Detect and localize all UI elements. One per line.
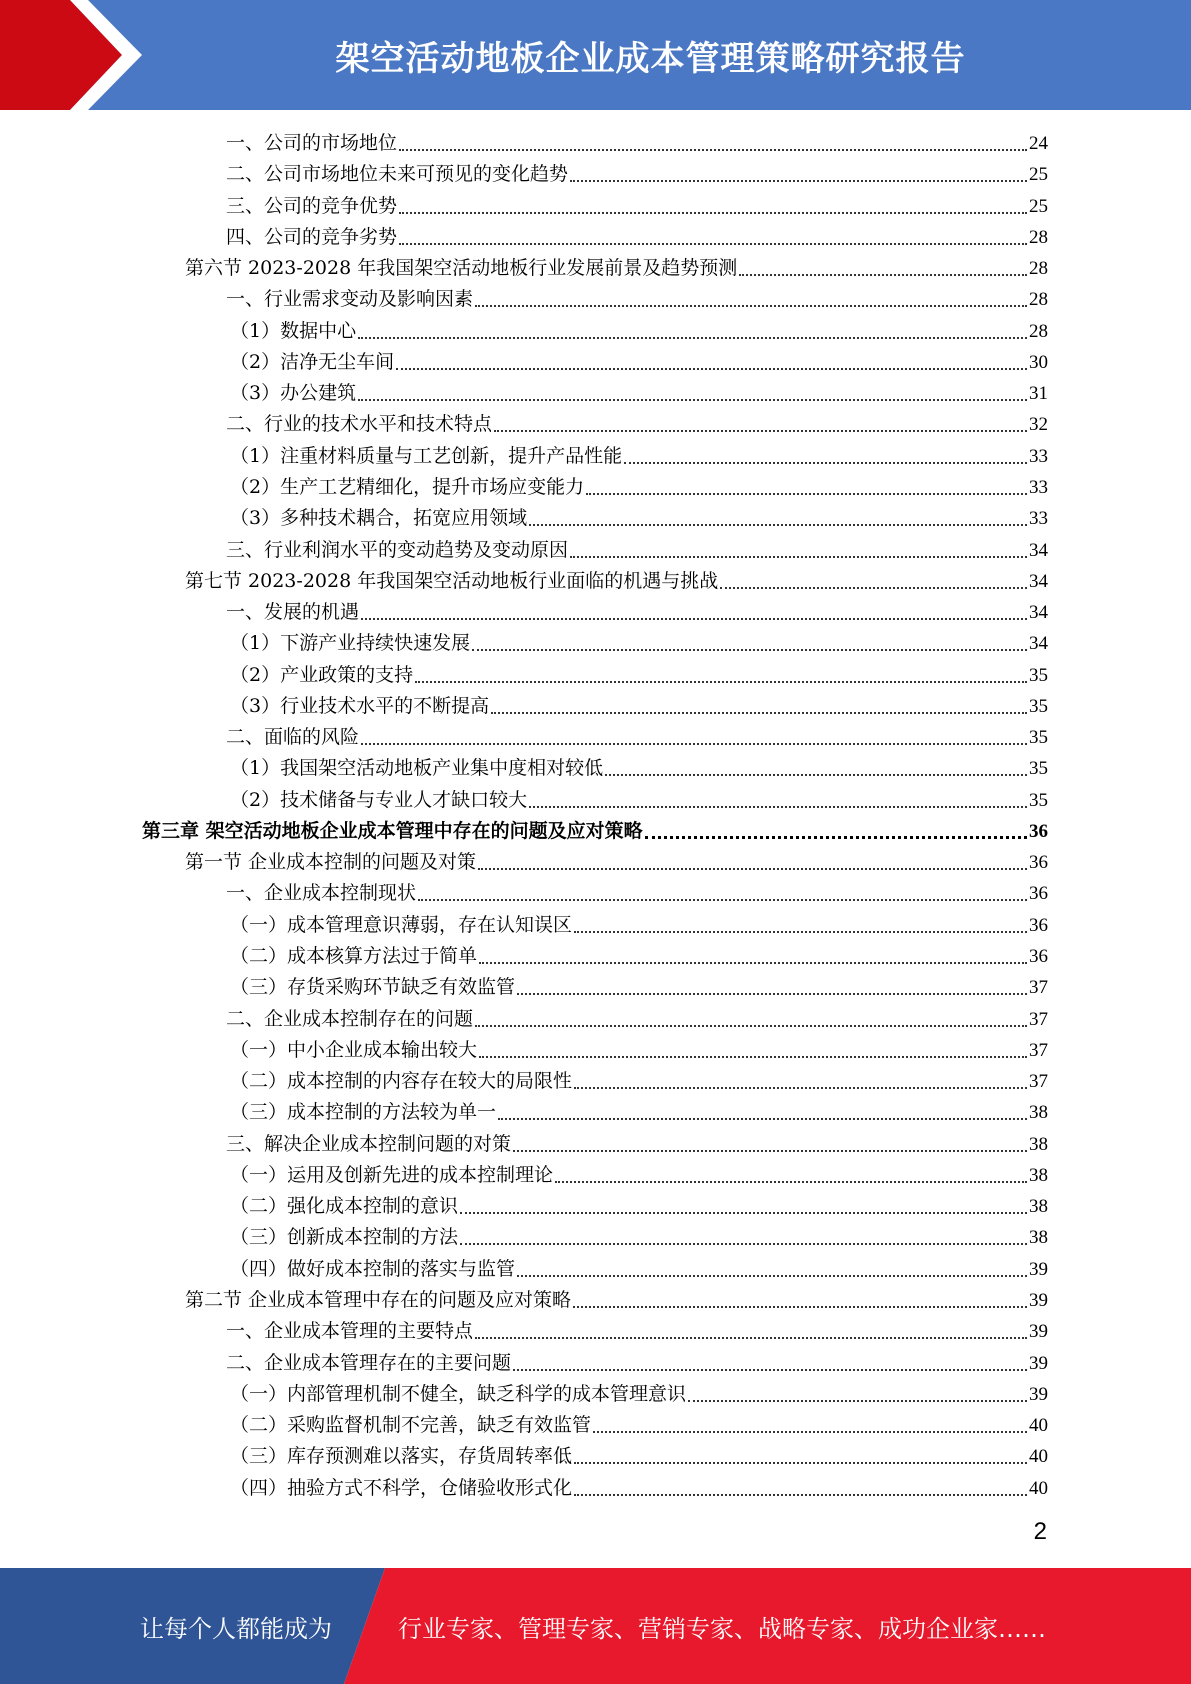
toc-entry-title: （三）创新成本控制的方法 <box>230 1226 459 1249</box>
toc-entry-page: 38 <box>1029 1164 1048 1186</box>
toc-entry-page: 34 <box>1029 633 1048 655</box>
toc-entry-title: 一、公司的市场地位 <box>226 132 398 154</box>
toc-entry[interactable] <box>226 597 1048 628</box>
toc-leader-dots <box>529 524 1027 526</box>
toc-entry-title: 第七节 2023-2028 年我国架空活动地板行业面临的机遇与挑战 <box>185 569 719 592</box>
toc-entry-title: 第三章 架空活动地板企业成本管理中存在的问题及应对策略 <box>142 819 643 842</box>
toc-entry-title: 第二节 企业成本管理中存在的问题及应对策略 <box>185 1288 572 1311</box>
toc-entry[interactable] <box>226 159 1048 190</box>
toc-entry-page: 35 <box>1029 727 1048 749</box>
toc-entry-page: 39 <box>1029 1321 1048 1343</box>
header-arrow-decoration <box>0 0 150 110</box>
toc-entry[interactable] <box>230 753 1048 784</box>
toc-entry-page: 39 <box>1029 1289 1048 1311</box>
toc-entry[interactable] <box>230 1254 1048 1285</box>
toc-entry[interactable] <box>230 316 1048 347</box>
toc-entry-page: 34 <box>1029 539 1048 561</box>
toc-leader-dots <box>513 1369 1027 1371</box>
toc-entry-title: （二）成本核算方法过于简单 <box>230 945 478 968</box>
toc-entry[interactable] <box>230 1097 1048 1128</box>
toc-entry-title: （二）成本控制的内容存在较大的局限性 <box>230 1070 573 1093</box>
toc-entry-page: 36 <box>1029 946 1048 968</box>
toc-entry-page: 36 <box>1029 820 1048 842</box>
toc-leader-dots <box>720 587 1027 589</box>
toc-entry[interactable] <box>226 1004 1048 1035</box>
toc-entry-title: （2）生产工艺精细化，提升市场应变能力 <box>230 475 585 498</box>
toc-entry[interactable] <box>226 1316 1048 1347</box>
toc-entry[interactable] <box>226 409 1048 440</box>
toc-entry-page: 35 <box>1029 664 1048 686</box>
toc-entry-page: 40 <box>1029 1415 1048 1437</box>
toc-entry-page: 25 <box>1029 164 1048 186</box>
toc-entry-page: 39 <box>1029 1383 1048 1405</box>
toc-entry[interactable] <box>226 535 1048 566</box>
toc-entry[interactable] <box>230 972 1048 1003</box>
toc-entry-title: （1）数据中心 <box>230 319 357 342</box>
toc-entry-page: 36 <box>1029 883 1048 905</box>
toc-entry-title: 一、企业成本控制现状 <box>226 882 417 905</box>
toc-entry-title: （1）我国架空活动地板产业集中度相对较低 <box>230 757 604 780</box>
toc-leader-dots <box>478 868 1027 870</box>
toc-entry-title: （2）技术储备与专业人才缺口较大 <box>230 788 528 811</box>
toc-entry-page: 31 <box>1029 383 1048 405</box>
toc-leader-dots <box>498 1118 1027 1120</box>
page-number: 2 <box>1033 1518 1047 1545</box>
toc-entry-title: （三）库存预测难以落实，存货周转率低 <box>230 1445 573 1468</box>
toc-leader-dots <box>739 274 1027 276</box>
toc-entry-page: 30 <box>1029 351 1048 373</box>
toc-entry-page: 38 <box>1029 1102 1048 1124</box>
toc-entry-title: 四、公司的竞争劣势 <box>226 225 398 248</box>
toc-entry[interactable] <box>185 253 1048 284</box>
footer-slogan-right: 行业专家、管理专家、营销专家、战略专家、成功企业家…… <box>398 1614 1046 1643</box>
toc-entry[interactable] <box>230 1379 1048 1410</box>
toc-leader-dots <box>460 1243 1027 1245</box>
toc-leader-dots <box>555 1181 1027 1183</box>
toc-entry-title: （2）洁净无尘车间 <box>230 350 395 373</box>
toc-leader-dots <box>624 462 1027 464</box>
toc-leader-dots <box>688 1400 1027 1402</box>
toc-entry-page: 25 <box>1029 195 1048 217</box>
toc-entry-page: 35 <box>1029 695 1048 717</box>
toc-entry-title: （3）多种技术耦合，拓宽应用领域 <box>230 507 528 530</box>
toc-entry-page: 37 <box>1029 1071 1048 1093</box>
toc-entry-page: 28 <box>1029 258 1048 280</box>
toc-entry-page: 32 <box>1029 414 1048 436</box>
toc-leader-dots <box>475 1337 1027 1339</box>
toc-entry[interactable] <box>226 284 1048 315</box>
toc-entry[interactable] <box>226 878 1048 909</box>
toc-entry-title: （2）产业政策的支持 <box>230 663 414 686</box>
toc-entry[interactable] <box>185 566 1048 597</box>
toc-entry-title: （二）强化成本控制的意识 <box>230 1195 459 1218</box>
toc-leader-dots <box>479 1056 1027 1058</box>
toc-entry-title: 一、行业需求变动及影响因素 <box>226 288 474 311</box>
toc-entry-page: 33 <box>1029 508 1048 530</box>
toc-entry[interactable] <box>230 1222 1048 1253</box>
toc-entry[interactable] <box>230 1035 1048 1066</box>
toc-entry-page: 33 <box>1029 476 1048 498</box>
toc-entry-title: （1）下游产业持续快速发展 <box>230 632 471 655</box>
toc-leader-dots <box>491 712 1027 714</box>
toc-entry-page: 37 <box>1029 977 1048 999</box>
toc-entry-title: （二）采购监督机制不完善，缺乏有效监管 <box>230 1414 592 1437</box>
toc-leader-dots <box>517 1275 1027 1277</box>
toc-leader-dots <box>361 743 1027 745</box>
toc-entry[interactable] <box>226 191 1048 222</box>
toc-entry[interactable] <box>230 660 1048 691</box>
toc-leader-dots <box>418 899 1027 901</box>
toc-entry-title: （一）运用及创新先进的成本控制理论 <box>230 1163 554 1186</box>
toc-entry-title: 二、行业的技术水平和技术特点 <box>226 413 493 436</box>
toc-entry[interactable] <box>226 222 1048 253</box>
toc-entry-page: 36 <box>1029 914 1048 936</box>
toc-leader-dots <box>513 1150 1027 1152</box>
toc-leader-dots <box>475 305 1027 307</box>
toc-leader-dots <box>517 993 1027 995</box>
toc-entry-page: 33 <box>1029 445 1048 467</box>
toc-entry-page: 28 <box>1029 289 1048 311</box>
toc-entry[interactable] <box>226 1129 1048 1160</box>
toc-leader-dots <box>570 180 1027 182</box>
toc-entry-page: 36 <box>1029 852 1048 874</box>
toc-entry[interactable] <box>226 1348 1048 1379</box>
toc-entry[interactable] <box>230 628 1048 659</box>
toc-leader-dots <box>361 618 1027 620</box>
toc-leader-dots <box>475 1025 1027 1027</box>
toc-entry[interactable] <box>230 910 1048 941</box>
toc-entry-title: 二、企业成本管理存在的主要问题 <box>226 1351 512 1374</box>
toc-leader-dots <box>479 962 1027 964</box>
toc-leader-dots <box>574 931 1027 933</box>
toc-entry-title: 二、面临的风险 <box>226 726 360 749</box>
toc-entry-page: 39 <box>1029 1258 1048 1280</box>
toc-entry-title: 一、发展的机遇 <box>226 601 360 624</box>
toc-entry[interactable] <box>230 941 1048 972</box>
toc-leader-dots <box>573 1306 1027 1308</box>
toc-entry[interactable] <box>230 1441 1048 1472</box>
toc-leader-dots <box>574 1494 1027 1496</box>
toc-leader-dots <box>399 243 1027 245</box>
toc-entry-title: （四）抽验方式不科学，仓储验收形式化 <box>230 1476 573 1499</box>
toc-entry[interactable] <box>230 472 1048 503</box>
toc-entry-title: 三、行业利润水平的变动趋势及变动原因 <box>226 538 569 561</box>
toc-entry-title: （3）办公建筑 <box>230 382 357 405</box>
toc-leader-dots <box>605 774 1027 776</box>
toc-entry-page: 35 <box>1029 758 1048 780</box>
toc-entry-page: 37 <box>1029 1039 1048 1061</box>
toc-entry-page: 37 <box>1029 1008 1048 1030</box>
toc-entry-title: （一）内部管理机制不健全，缺乏科学的成本管理意识 <box>230 1382 687 1405</box>
toc-entry-page: 38 <box>1029 1196 1048 1218</box>
toc-entry-page: 39 <box>1029 1352 1048 1374</box>
toc-leader-dots <box>415 681 1027 683</box>
toc-leader-dots <box>399 212 1027 214</box>
toc-entry-title: （3）行业技术水平的不断提高 <box>230 694 490 717</box>
toc-entry-page: 24 <box>1029 133 1048 154</box>
toc-entry-page: 40 <box>1029 1446 1048 1468</box>
toc-leader-dots <box>529 806 1027 808</box>
toc-entry[interactable] <box>142 816 1048 847</box>
toc-entry[interactable] <box>230 1410 1048 1441</box>
toc-leader-dots <box>574 1087 1027 1089</box>
toc-entry[interactable] <box>226 722 1048 753</box>
toc-entry-title: （三）存货采购环节缺乏有效监管 <box>230 976 516 999</box>
toc-leader-dots <box>396 368 1027 370</box>
toc-entry[interactable] <box>230 691 1048 722</box>
toc-entry-title: （1）注重材料质量与工艺创新，提升产品性能 <box>230 444 623 467</box>
toc-leader-dots <box>593 1431 1027 1433</box>
toc-leader-dots <box>494 430 1027 432</box>
toc-entry-title: （一）成本管理意识薄弱，存在认知误区 <box>230 913 573 936</box>
toc-entry-title: 第一节 企业成本控制的问题及对策 <box>185 851 477 874</box>
toc-entry[interactable] <box>230 1191 1048 1222</box>
toc-entry-title: 二、企业成本控制存在的问题 <box>226 1007 474 1030</box>
toc-entry-page: 38 <box>1029 1133 1048 1155</box>
toc-leader-dots <box>645 836 1027 839</box>
toc-leader-dots <box>472 649 1027 651</box>
toc-entry[interactable] <box>230 503 1048 534</box>
toc-leader-dots <box>586 493 1027 495</box>
toc-entry-title: 二、公司市场地位未来可预见的变化趋势 <box>226 163 569 186</box>
toc-entry[interactable] <box>230 1160 1048 1191</box>
footer-banner <box>0 1568 1191 1684</box>
toc-entry[interactable] <box>226 128 1048 159</box>
toc-entry-title: 一、企业成本管理的主要特点 <box>226 1320 474 1343</box>
toc-entry-page: 28 <box>1029 226 1048 248</box>
toc-entry-title: 三、公司的竞争优势 <box>226 194 398 217</box>
toc-entry[interactable] <box>230 785 1048 816</box>
toc-entry[interactable] <box>230 378 1048 409</box>
toc-entry[interactable] <box>185 1285 1048 1316</box>
toc-entry[interactable] <box>230 1066 1048 1097</box>
footer-slogan-left: 让每个人都能成为 <box>140 1614 332 1643</box>
toc-entry-title: 第六节 2023-2028 年我国架空活动地板行业发展前景及趋势预测 <box>185 257 738 280</box>
toc-entry[interactable] <box>185 847 1048 878</box>
toc-leader-dots <box>399 149 1027 151</box>
toc-entry-title: （三）成本控制的方法较为单一 <box>230 1101 497 1124</box>
toc-leader-dots <box>570 556 1027 558</box>
toc-entry[interactable] <box>230 441 1048 472</box>
toc-entry-title: （一）中小企业成本输出较大 <box>230 1038 478 1061</box>
toc-entry-title: （四）做好成本控制的落实与监管 <box>230 1257 516 1280</box>
report-title: 架空活动地板企业成本管理策略研究报告 <box>335 38 966 79</box>
toc-leader-dots <box>460 1212 1027 1214</box>
toc-leader-dots <box>574 1462 1027 1464</box>
toc-entry-page: 34 <box>1029 602 1048 624</box>
toc-entry-page: 28 <box>1029 320 1048 342</box>
toc-entry[interactable] <box>230 1473 1048 1504</box>
toc-entry-page: 34 <box>1029 570 1048 592</box>
toc-entry-page: 38 <box>1029 1227 1048 1249</box>
toc-leader-dots <box>358 337 1027 339</box>
toc-entry-page: 40 <box>1029 1477 1048 1499</box>
toc-entry[interactable] <box>230 347 1048 378</box>
toc-entry-page: 35 <box>1029 789 1048 811</box>
toc-entry-title: 三、解决企业成本控制问题的对策 <box>226 1132 512 1155</box>
toc-leader-dots <box>358 399 1027 401</box>
header-banner <box>0 0 1191 110</box>
